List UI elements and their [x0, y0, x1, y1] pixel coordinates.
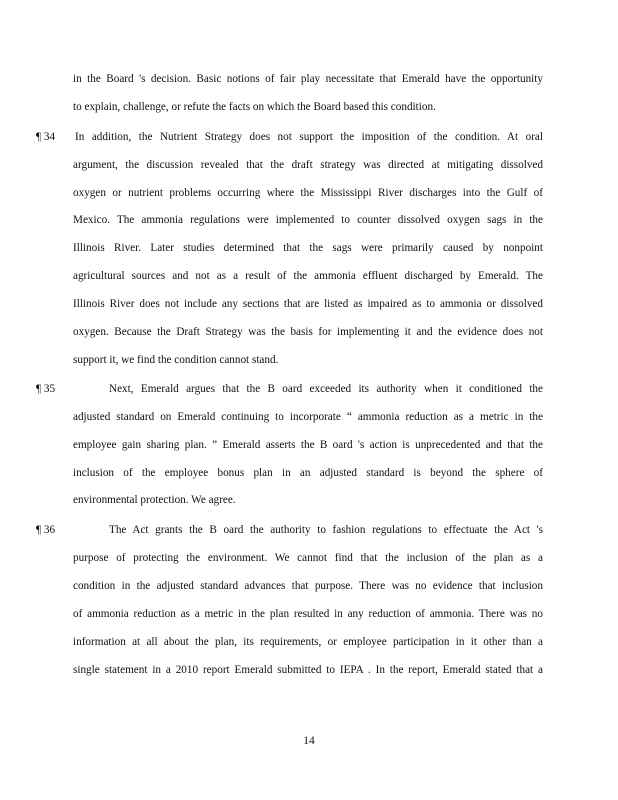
text-line: environmental protection. We agree.	[73, 494, 236, 506]
text-line: support it, we find the condition cannot stand.	[73, 354, 279, 366]
paragraph-number: ¶ 35	[36, 383, 56, 395]
text-line: The Act grants the B oard the authority to fashion regulations to effectuate the Act 's	[109, 524, 543, 536]
paragraph-number: ¶ 34	[36, 131, 56, 143]
page-number: 14	[303, 735, 315, 747]
text-line: Illinois River. Later studies determined that the sags were primarily caused by nonpoint	[73, 242, 543, 254]
text-line: to explain, challenge, or refute the facts on which the Board based this condition.	[73, 101, 436, 113]
text-line: purpose of protecting the environment. We cannot find that the inclusion of the plan as a	[73, 552, 543, 564]
text-line: In addition, the Nutrient Strategy does not support the imposition of the condition. At oral	[75, 131, 543, 143]
text-line: Mexico. The ammonia regulations were implemented to counter dissolved oxygen sags in the	[73, 214, 543, 226]
text-line: Next, Emerald argues that the B oard exceeded its authority when it conditioned the	[109, 383, 543, 395]
paragraph-number: ¶ 36	[36, 524, 56, 536]
text-line: information at all about the plan, its requirements, or employee participation in it other than a	[73, 636, 543, 648]
text-line: condition in the adjusted standard advances that purpose. There was no evidence that inclusion	[73, 580, 543, 592]
text-line: oxygen. Because the Draft Strategy was the basis for implementing it and the evidence does not	[73, 326, 543, 338]
text-line: Illinois River does not include any sections that are listed as impaired as to ammonia or dissolved	[73, 298, 543, 310]
text-line: in the Board 's decision. Basic notions of fair play necessitate that Emerald have the opportunity	[73, 73, 543, 85]
text-line: inclusion of the employee bonus plan in an adjusted standard is beyond the sphere of	[73, 467, 543, 479]
text-line: agricultural sources and not as a result of the ammonia effluent discharged by Emerald. The	[73, 270, 543, 282]
text-line: adjusted standard on Emerald continuing to incorporate “ ammonia reduction as a metric in the	[73, 411, 543, 423]
text-line: oxygen or nutrient problems occurring where the Mississippi River discharges into the Gulf of	[73, 187, 543, 199]
text-line: of ammonia reduction as a metric in the plan resulted in any reduction of ammonia. There was no	[73, 608, 543, 620]
text-line: single statement in a 2010 report Emerald submitted to IEPA . In the report, Emerald stated that a	[73, 664, 543, 676]
text-line: employee gain sharing plan. ” Emerald asserts the B oard 's action is unprecedented and that the	[73, 439, 543, 451]
text-line: argument, the discussion revealed that the draft strategy was directed at mitigating dissolved	[73, 159, 543, 171]
